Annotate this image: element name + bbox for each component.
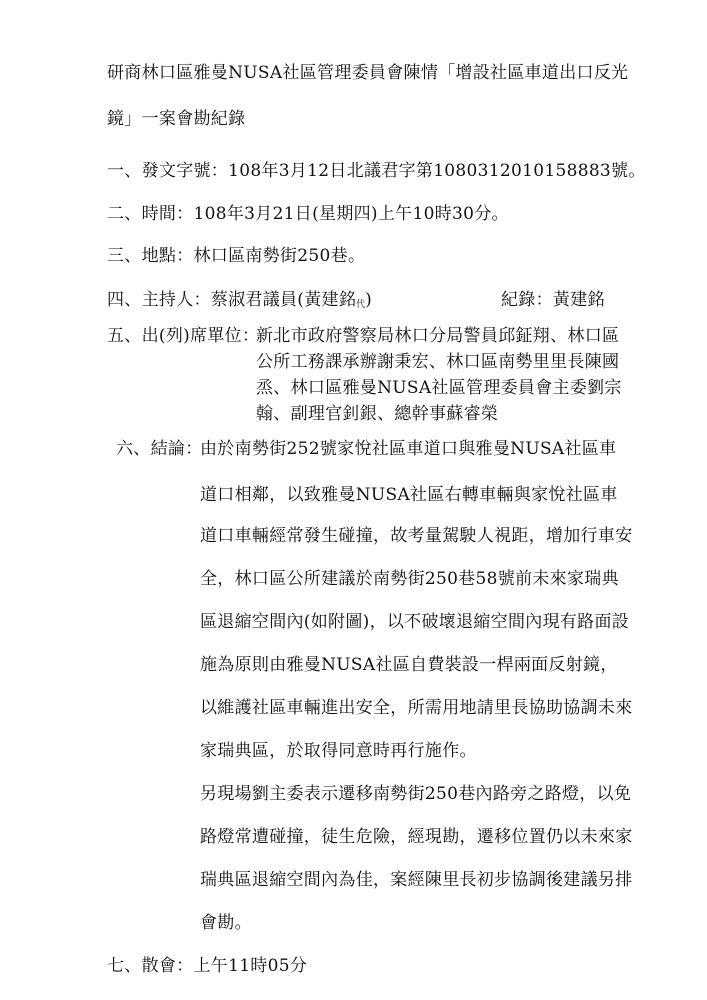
host-item — [107, 289, 372, 316]
attendees-line: 烝、林口區雅曼NUSA社區管理委員會主委劉宗 — [256, 378, 622, 398]
meeting-time-item: 二、時間：108年3月21日(星期四)上午10時30分。 — [107, 204, 509, 224]
attendees-label: 五、出(列)席單位： — [107, 326, 260, 346]
document-number-item: 一、發文字號：108年3月12日北議君字第1080312010158883號。 — [107, 161, 646, 181]
attendees-line: 新北市政府警察局林口分局警員邱鉦翔、林口區 — [256, 326, 620, 346]
conclusion-line: 以維護社區車輛進出安全，所需用地請里長協助協調未來 — [200, 698, 633, 718]
adjourn-item: 七、散會：上午11時05分 — [107, 956, 308, 976]
conclusion-line: 施為原則由雅曼NUSA社區自費裝設一桿兩面反射鏡， — [200, 655, 618, 675]
conclusion-extra-line: 會勘。 — [200, 913, 252, 933]
host-proxy-mark: 代 — [356, 300, 366, 310]
conclusion-extra-line: 瑞典區退縮空間內為佳，案經陳里長初步協調後建議另排 — [200, 870, 633, 890]
host-close-paren: ) — [365, 290, 373, 310]
conclusion-line: 區退縮空間內(如附圖)，以不破壞退縮空間內現有路面設 — [200, 612, 630, 632]
conclusion-line: 道口車輛經常發生碰撞，故考量駕駛人視距，增加行車安 — [200, 526, 633, 546]
document-title-line-2: 鏡」一案會勘紀錄 — [107, 109, 246, 129]
attendees-line: 公所工務課承辦謝秉宏、林口區南勢里里長陳國 — [256, 352, 620, 372]
conclusion-extra-line: 另現場劉主委表示遷移南勢街250巷內路旁之路燈，以免 — [200, 784, 632, 804]
host-name: 蔡淑君議員(黃建銘 — [210, 290, 357, 310]
conclusion-label: 六、結論： — [116, 439, 203, 459]
recorder-item: 紀錄：黃建銘 — [501, 290, 605, 310]
conclusion-line: 家瑞典區，於取得同意時再行施作。 — [200, 741, 477, 761]
attendees-line: 翰、副理官釗銀、總幹事蘇睿榮 — [256, 404, 499, 424]
conclusion-line: 道口相鄰，以致雅曼NUSA社區右轉車輛與家悅社區車 — [200, 485, 618, 505]
host-label: 四、主持人： — [107, 290, 211, 310]
conclusion-line: 全，林口區公所建議於南勢街250巷58號前未來家瑞典 — [200, 569, 619, 589]
meeting-place-item: 三、地點：林口區南勢街250巷。 — [107, 246, 366, 266]
conclusion-line: 由於南勢街252號家悅社區車道口與雅曼NUSA社區車 — [200, 439, 617, 459]
document-title-line-1: 研商林口區雅曼NUSA社區管理委員會陳情「增設社區車道出口反光 — [107, 63, 629, 83]
conclusion-extra-line: 路燈常遭碰撞，徒生危險，經現勘，遷移位置仍以未來家 — [200, 827, 633, 847]
